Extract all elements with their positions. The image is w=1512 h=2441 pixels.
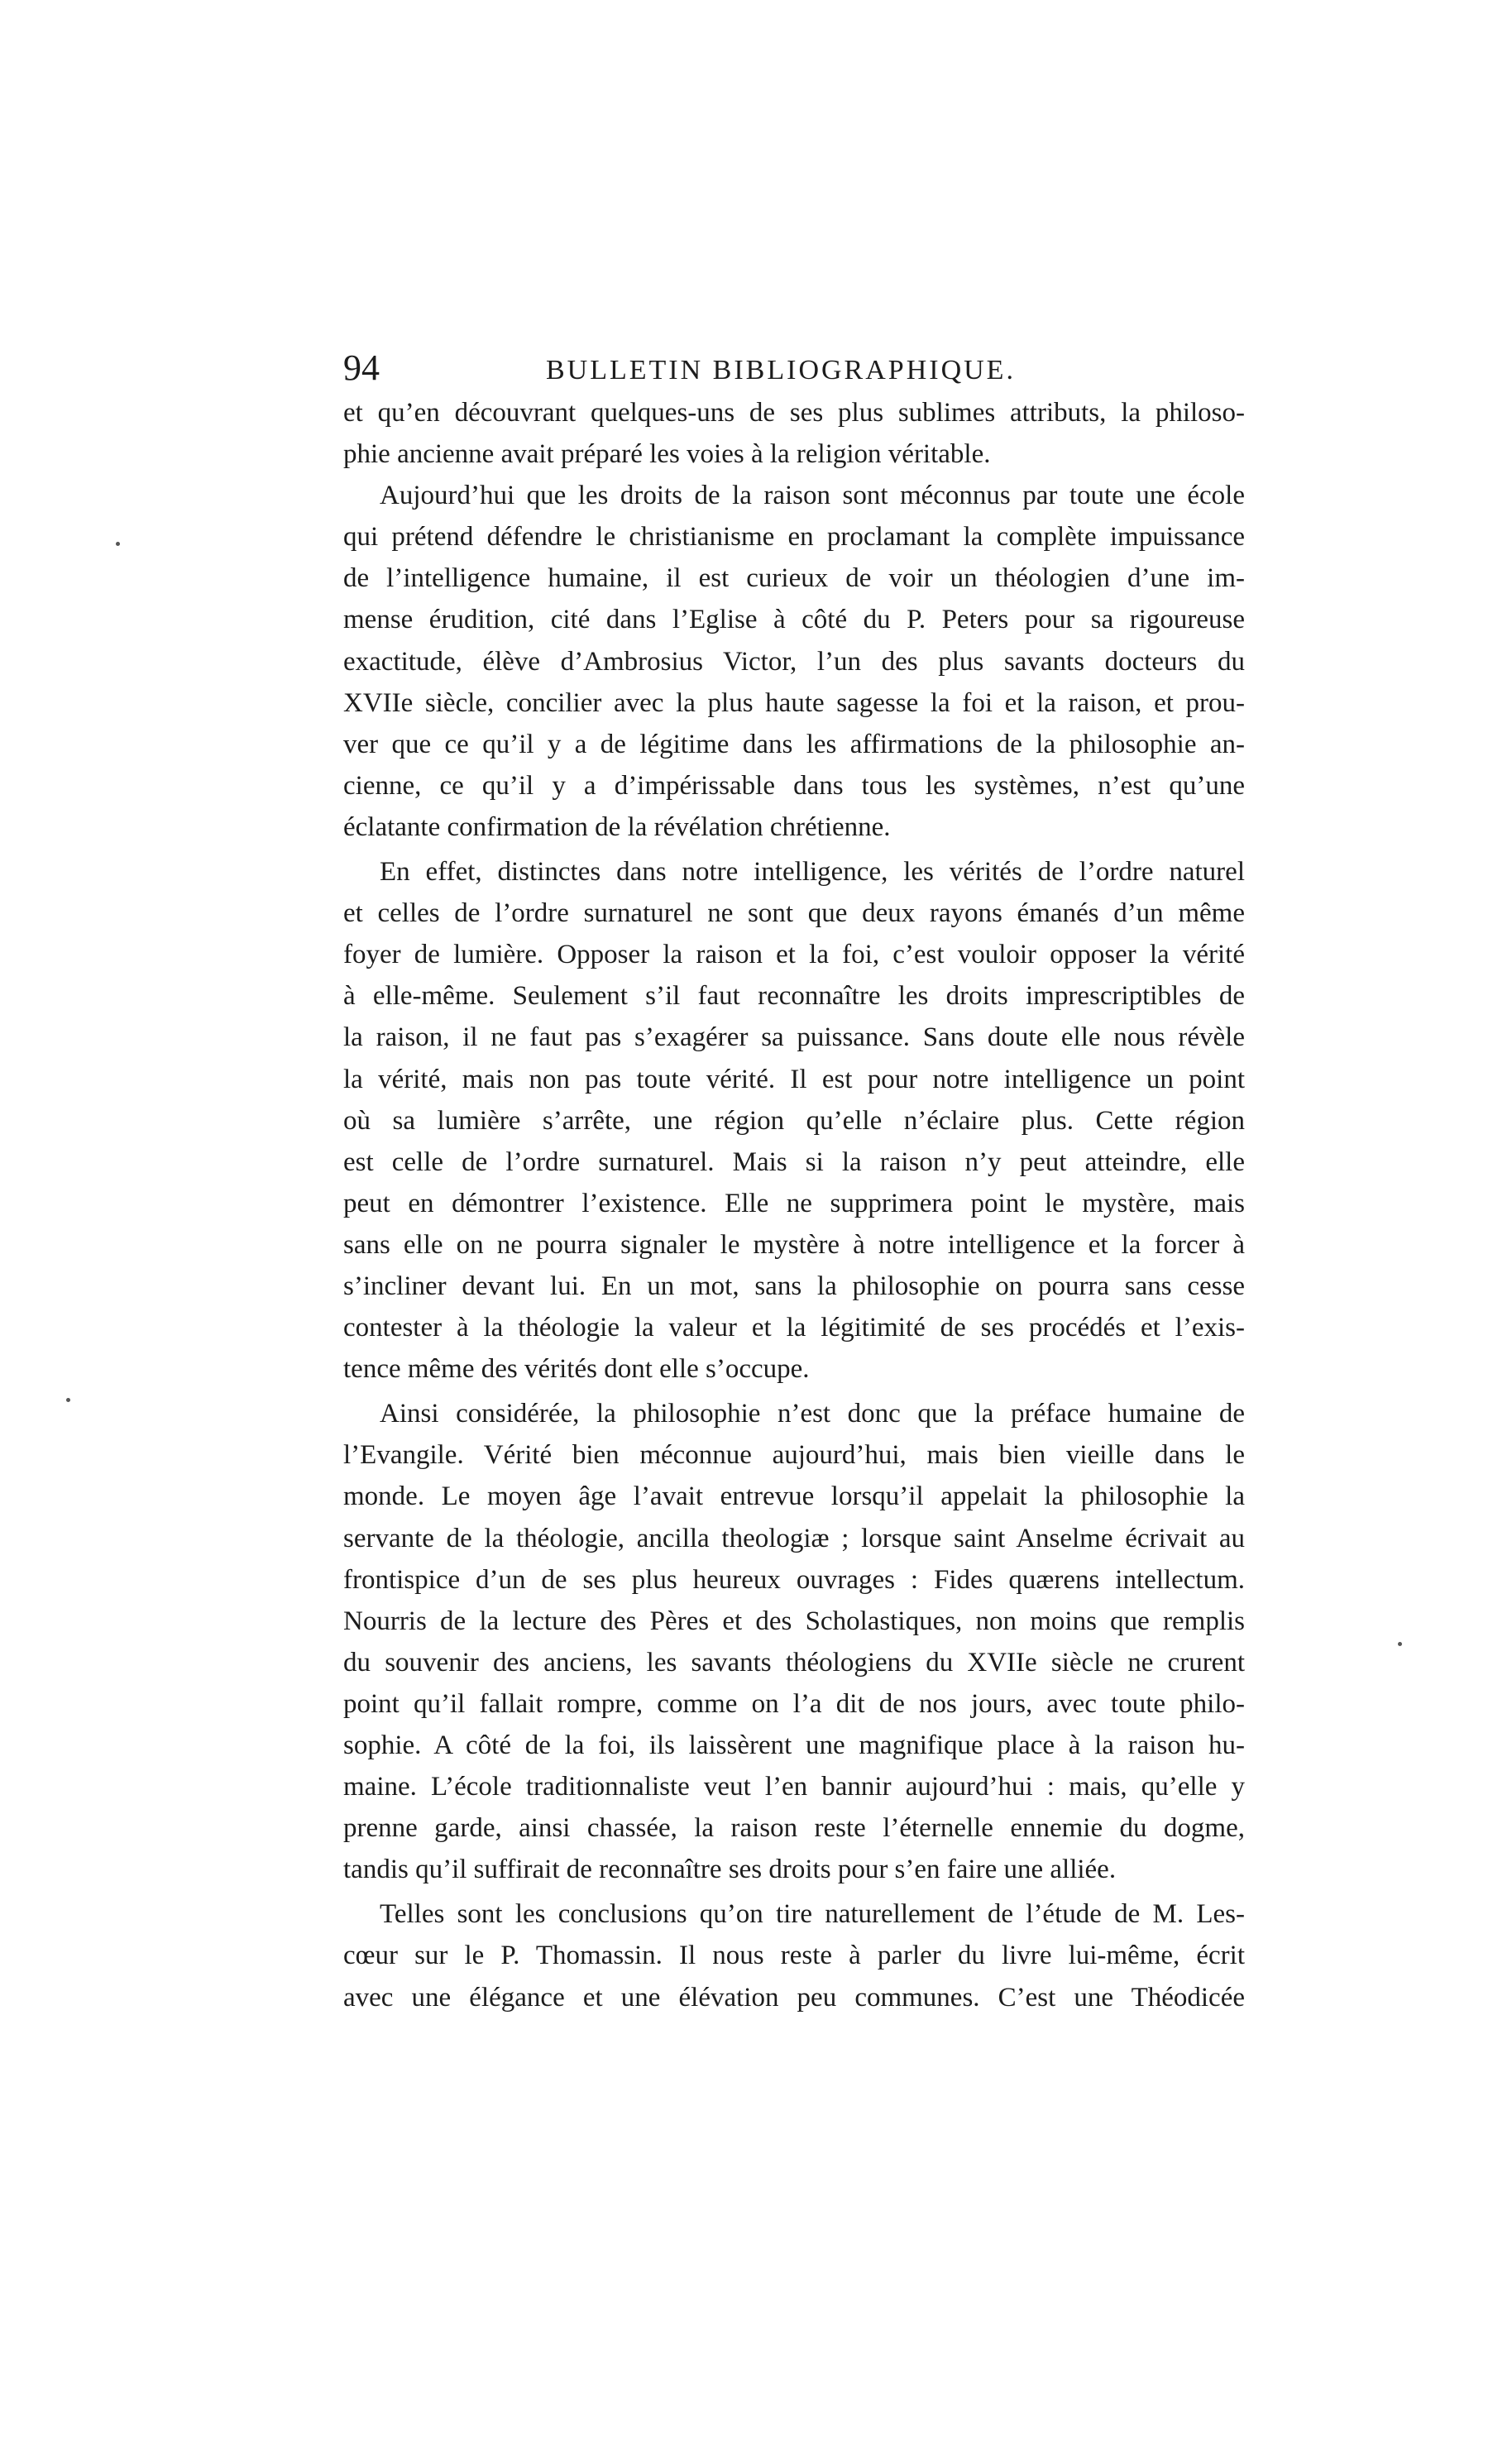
text-line: XVIIe siècle, concilier avec la plus haute sagesse la foi et la raison, et prou- — [343, 687, 1245, 718]
text-line: et qu’en découvrant quelques-uns de ses plus sublimes attributs, la philoso- — [343, 398, 1245, 428]
text-line: s’incliner devant lui. En un mot, sans la philosophie on pourra sans cesse — [343, 1271, 1245, 1301]
text-line: phie ancienne avait préparé les voies à la religion véritable. — [343, 439, 991, 470]
text-line: peut en démontrer l’existence. Elle ne supprimera point le mystère, mais — [343, 1188, 1245, 1218]
text-line: servante de la théologie, ancilla theologiæ ; lorsque saint Anselme écrivait au — [343, 1523, 1245, 1553]
text-line: qui prétend défendre le christianisme en proclamant la complète impuissance — [343, 522, 1245, 553]
text-line: Telles sont les conclusions qu’on tire naturellement de l’étude de M. Les- — [380, 1899, 1245, 1930]
text-line: la vérité, mais non pas toute vérité. Il est pour notre intelligence un point — [343, 1064, 1245, 1094]
text-line: point qu’il fallait rompre, comme on l’a dit de nos jours, avec toute philo- — [343, 1688, 1245, 1719]
text-line: sans elle on ne pourra signaler le mystère à notre intelligence et la forcer à — [343, 1229, 1245, 1260]
text-line: foyer de lumière. Opposer la raison et la foi, c’est vouloir opposer la vérité — [343, 940, 1245, 970]
page-number: 94 — [343, 347, 380, 388]
text-line: l’Evangile. Vérité bien méconnue aujourd’hui, mais bien vieille dans le — [343, 1440, 1245, 1471]
running-title: BULLETIN BIBLIOGRAPHIQUE. — [546, 355, 1016, 385]
text-line: En effet, distinctes dans notre intelligence, les vérités de l’ordre naturel — [380, 857, 1245, 888]
text-line: du souvenir des anciens, les savants théologiens du XVIIe siècle ne crurent — [343, 1647, 1245, 1678]
text-line: cœur sur le P. Thomassin. Il nous reste à parler du livre lui-même, écrit — [343, 1941, 1245, 1971]
text-line: maine. L’école traditionnaliste veut l’en bannir aujourd’hui : mais, qu’elle y — [343, 1772, 1245, 1802]
text-line: à elle-même. Seulement s’il faut reconnaître les droits imprescriptibles de — [343, 981, 1245, 1012]
text-line: exactitude, élève d’Ambrosius Victor, l’un des plus savants docteurs du — [343, 646, 1245, 677]
text-line: sophie. A côté de la foi, ils laissèrent une magnifique place à la raison hu- — [343, 1730, 1245, 1760]
text-line: cienne, ce qu’il y a d’impérissable dans tous les systèmes, n’est qu’une — [343, 770, 1245, 801]
body-text — [343, 392, 1245, 2018]
margin-speck — [1398, 1642, 1402, 1646]
text-line: est celle de l’ordre surnaturel. Mais si la raison n’y peut atteindre, elle — [343, 1146, 1245, 1177]
text-line: Aujourd’hui que les droits de la raison sont méconnus par toute une école — [380, 481, 1245, 511]
text-line: contester à la théologie la valeur et la légitimité de ses procédés et l’exis- — [343, 1313, 1245, 1343]
text-line: avec une élégance et une élévation peu communes. C’est une Théodicée — [343, 1982, 1245, 2013]
text-line: et celles de l’ordre surnaturel ne sont que deux rayons émanés d’un même — [343, 898, 1245, 929]
text-line: éclatante confirmation de la révélation chrétienne. — [343, 811, 891, 842]
text-line: tence même des vérités dont elle s’occupe. — [343, 1354, 810, 1385]
text-line: où sa lumière s’arrête, une région qu’elle n’éclaire plus. Cette région — [343, 1105, 1245, 1136]
text-line: frontispice d’un de ses plus heureux ouvrages : Fides quærens intellectum. — [343, 1564, 1245, 1595]
text-line: Ainsi considérée, la philosophie n’est donc que la préface humaine de — [380, 1399, 1245, 1429]
text-line: monde. Le moyen âge l’avait entrevue lorsqu’il appelait la philosophie la — [343, 1481, 1245, 1512]
text-line: de l’intelligence humaine, il est curieux de voir un théologien d’une im- — [343, 563, 1245, 594]
text-line: prenne garde, ainsi chassée, la raison reste l’éternelle ennemie du dogme, — [343, 1813, 1245, 1844]
text-line: ver que ce qu’il y a de légitime dans les affirmations de la philosophie an- — [343, 729, 1245, 759]
text-line: mense érudition, cité dans l’Eglise à côté du P. Peters pour sa rigoureuse — [343, 605, 1245, 635]
running-head — [343, 343, 1249, 393]
text-line: tandis qu’il suffirait de reconnaître ses droits pour s’en faire une alliée. — [343, 1855, 1117, 1885]
text-line: la raison, il ne faut pas s’exagérer sa puissance. Sans doute elle nous révèle — [343, 1022, 1245, 1053]
margin-speck — [66, 1398, 70, 1402]
text-line: Nourris de la lecture des Pères et des Scholastiques, non moins que remplis — [343, 1606, 1245, 1636]
margin-speck — [116, 542, 120, 546]
